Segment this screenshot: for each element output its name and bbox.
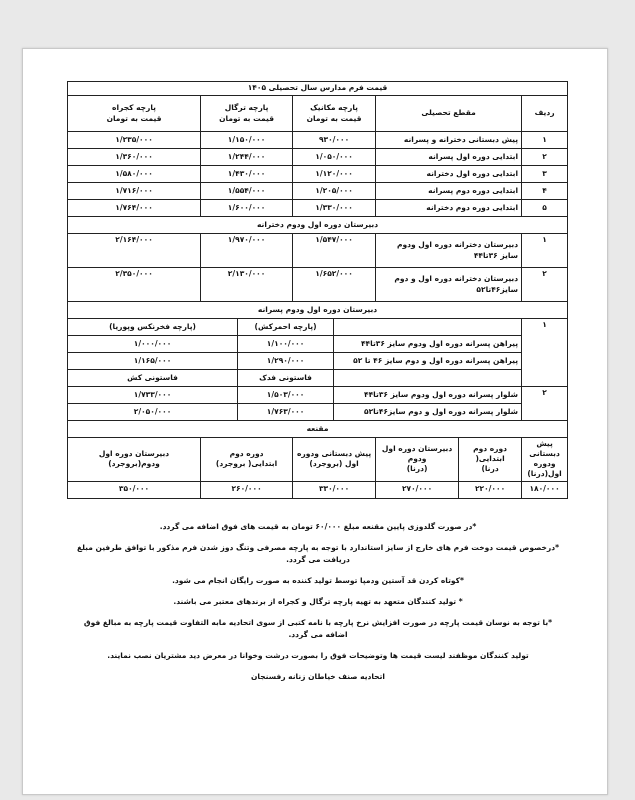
scarf-price: ۳۵۰/۰۰۰ <box>68 481 201 498</box>
scarf-header: دوره دوم ابتدایی( درنا) <box>459 438 522 482</box>
row-no: ۲ <box>522 268 568 302</box>
price-a: ۱/۱۰۰/۰۰۰ <box>238 336 334 353</box>
price-kajraa: ۲/۱۶۴/۰۰۰ <box>68 234 201 268</box>
header-kajraa: پارچه کجراه قیمت به تومان <box>68 96 201 132</box>
scarf-section-title: مقنعه <box>68 421 568 438</box>
table-row <box>68 234 568 268</box>
table-row <box>68 353 568 370</box>
table-row <box>68 268 568 302</box>
table-row <box>68 149 568 166</box>
price-b: ۱/۷۳۳/۰۰۰ <box>68 387 238 404</box>
price-kajraa: ۱/۷۱۶/۰۰۰ <box>68 183 201 200</box>
scarf-header: پیش دبستانی ودوره اول (بروجرد) <box>293 438 376 482</box>
scarf-price: ۱۸۰/۰۰۰ <box>522 481 568 498</box>
price-tergal: ۱/۲۴۴/۰۰۰ <box>201 149 293 166</box>
price-mechanic: ۱/۵۴۷/۰۰۰ <box>293 234 376 268</box>
price-mechanic: ۱/۰۵۰/۰۰۰ <box>293 149 376 166</box>
boys-section-title: دبیرستان دوره اول ودوم پسرانه <box>68 302 568 319</box>
table-row <box>68 387 568 404</box>
grade-cell: ابتدایی دوره دوم پسرانه <box>376 183 522 200</box>
note: * تولید کنندگان متعهد به تهیه پارچه ترگال و کجراه از برندهای معتبر می باشند. <box>173 597 463 606</box>
price-kajraa: ۱/۲۳۵/۰۰۰ <box>68 132 201 149</box>
scarf-header: دبیرستان دوره اول ودوم(بروجرد) <box>68 438 201 482</box>
row-no: ۳ <box>522 166 568 183</box>
row-no: ۱ <box>522 132 568 149</box>
row-no: ۵ <box>522 200 568 217</box>
table-title: قیمت فرم مدارس سال تحصیلی ۱۴۰۵ <box>68 82 568 96</box>
header-row-no: ردیف <box>522 96 568 132</box>
grade-cell: ابتدایی دوره دوم دخترانه <box>376 200 522 217</box>
price-kajraa: ۲/۳۵۰/۰۰۰ <box>68 268 201 302</box>
scarf-price: ۳۳۰/۰۰۰ <box>293 481 376 498</box>
price-mechanic: ۱/۱۲۰/۰۰۰ <box>293 166 376 183</box>
note: *کوتاه کردن قد آستین ودمپا توسط تولید کننده به صورت رایگان انجام می شود. <box>172 575 464 585</box>
item-cell: پیراهن پسرانه دوره اول و دوم سایز ۴۶ تا ۵۲ <box>334 353 522 370</box>
grade-cell: دبیرستان دخترانه دوره اول و دوم سایز۴۶تا۵۲ <box>376 268 522 302</box>
signature-line: اتحادیه صنف خیاطان زنانه رفسنجان <box>251 672 385 681</box>
header-grade: مقطع تحصیلی <box>376 96 522 132</box>
table-row <box>68 166 568 183</box>
item-cell: پیراهن پسرانه دوره اول ودوم سایز ۳۶تا۴۴ <box>334 336 522 353</box>
row-no: ۱ <box>522 319 568 387</box>
shirt-fabric-b-label: (پارچه فخرنکس وپوریا) <box>68 319 238 336</box>
header-tergal: پارچه ترگال قیمت به تومان <box>201 96 293 132</box>
document-page <box>22 48 608 795</box>
table-row <box>68 200 568 217</box>
scarf-price: ۲۶۰/۰۰۰ <box>201 481 293 498</box>
price-tergal: ۲/۱۳۰/۰۰۰ <box>201 268 293 302</box>
price-tergal: ۱/۶۰۰/۰۰۰ <box>201 200 293 217</box>
table-row <box>68 336 568 353</box>
scarf-price: ۲۷۰/۰۰۰ <box>376 481 459 498</box>
price-b: ۲/۰۵۰/۰۰۰ <box>68 404 238 421</box>
table-row <box>68 481 568 498</box>
row-no: ۲ <box>522 387 568 421</box>
price-kajraa: ۱/۷۶۴/۰۰۰ <box>68 200 201 217</box>
row-no: ۲ <box>522 149 568 166</box>
grade-cell: دبیرستان دخترانه دوره اول ودوم سایز ۳۶تا۴۴ <box>376 234 522 268</box>
price-kajraa: ۱/۵۸۰/۰۰۰ <box>68 166 201 183</box>
price-table <box>67 81 568 499</box>
price-tergal: ۱/۵۵۴/۰۰۰ <box>201 183 293 200</box>
note: *با توجه به نوسان قیمت پارچه در صورت افزایش نرخ پارچه با نامه کتبی از سوی اتحادیه مابه التفاوت قیمت پارچه به مبالغ فوق اضافه می گردد. <box>83 618 553 639</box>
grade-cell: پیش دبستانی دخترانه و پسرانه <box>376 132 522 149</box>
scarf-header: دوره دوم ابتدایی( بروجرد) <box>201 438 293 482</box>
price-mechanic: ۱/۲۰۵/۰۰۰ <box>293 183 376 200</box>
pants-fabric-b-label: فاستونی کش <box>68 370 238 387</box>
price-tergal: ۱/۱۵۰/۰۰۰ <box>201 132 293 149</box>
scarf-header: دبیرستان دوره اول ودوم (درنا) <box>376 438 459 482</box>
grade-cell: ابتدایی دوره اول پسرانه <box>376 149 522 166</box>
row-no: ۱ <box>522 234 568 268</box>
note: تولید کنندگان موظفند لیست قیمت ها وتوضیحات فوق را بصورت درشت وخوانا در معرض دید مشتریان نصب نمایند. <box>107 650 529 660</box>
price-mechanic: ۱/۶۵۲/۰۰۰ <box>293 268 376 302</box>
note: *درخصوص قیمت دوخت فرم های خارج از سایز استاندارد با توجه به پارچه مصرفی وتنگ دوز شدن فرم مذکور با توافق طرفین مبلغ دریافت می گردد. <box>77 543 559 564</box>
table-row <box>68 404 568 421</box>
table-row <box>68 132 568 149</box>
scarf-header: پیش دبستانی ودوره اول(درنا) <box>522 438 568 482</box>
row-no: ۴ <box>522 183 568 200</box>
price-kajraa: ۱/۳۶۰/۰۰۰ <box>68 149 201 166</box>
shirt-fabric-a-label: (پارچه احمرکش) <box>238 319 334 336</box>
item-cell: شلوار پسرانه دوره اول و دوم سایز۴۶تا۵۲ <box>334 404 522 421</box>
price-mechanic: ۹۳۰/۰۰۰ <box>293 132 376 149</box>
price-a: ۱/۲۹۰/۰۰۰ <box>238 353 334 370</box>
notes <box>73 521 563 692</box>
scarf-price: ۲۲۰/۰۰۰ <box>459 481 522 498</box>
price-tergal: ۱/۴۳۰/۰۰۰ <box>201 166 293 183</box>
price-tergal: ۱/۹۷۰/۰۰۰ <box>201 234 293 268</box>
price-b: ۱/۰۰۰/۰۰۰ <box>68 336 238 353</box>
girls-section-title: دبیرستان دوره اول ودوم دخترانه <box>68 217 568 234</box>
price-b: ۱/۱۶۵/۰۰۰ <box>68 353 238 370</box>
price-mechanic: ۱/۳۳۰/۰۰۰ <box>293 200 376 217</box>
note: *در صورت گلدوزی پایین مقنعه مبلغ ۶۰/۰۰۰ تومان به قیمت های فوق اضافه می گردد. <box>159 522 477 531</box>
item-cell: شلوار پسرانه دوره اول ودوم سایز ۳۶تا۴۴ <box>334 387 522 404</box>
header-mechanic: پارچه مکانیک قیمت به تومان <box>293 96 376 132</box>
price-a: ۱/۵۰۳/۰۰۰ <box>238 387 334 404</box>
table-row <box>68 183 568 200</box>
price-a: ۱/۷۶۳/۰۰۰ <box>238 404 334 421</box>
grade-cell: ابتدایی دوره اول دخترانه <box>376 166 522 183</box>
pants-fabric-a-label: فاستونی فدک <box>238 370 334 387</box>
